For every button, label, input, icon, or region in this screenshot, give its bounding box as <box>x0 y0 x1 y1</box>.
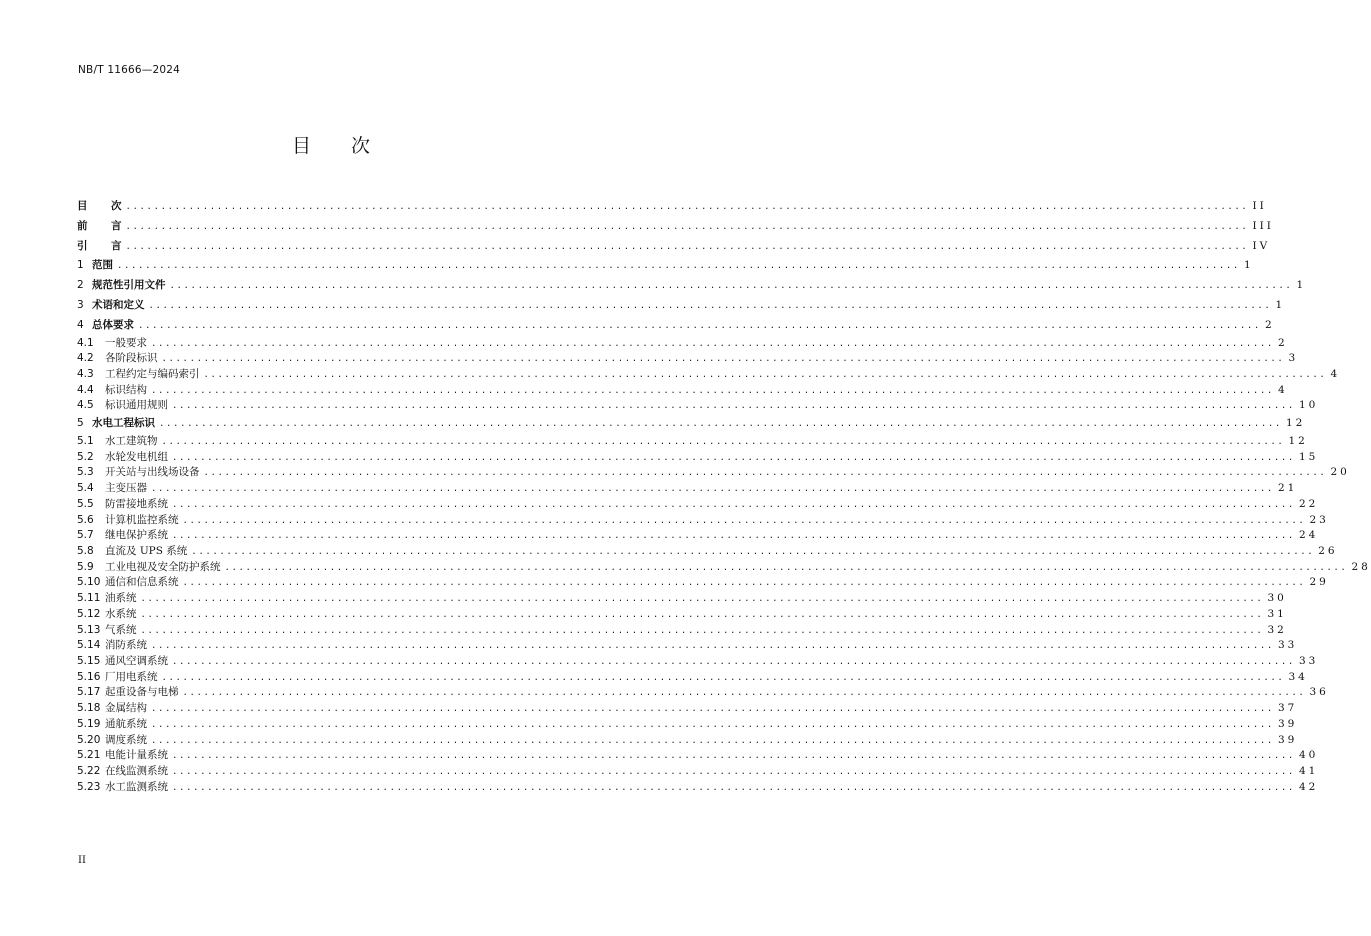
entry-number: 5.23 <box>77 780 101 793</box>
toc-entry-section[interactable] <box>77 367 1341 383</box>
toc-entry-section[interactable] <box>77 685 1329 701</box>
entry-number: 5.10 <box>77 576 101 589</box>
entry-page: 30 <box>1267 592 1287 605</box>
entry-number: 5.6 <box>77 513 94 526</box>
entry-page: 15 <box>1298 450 1319 463</box>
dot-leader: ................................................................................................................................................................ <box>140 609 1264 620</box>
toc-entry-section[interactable] <box>77 623 1287 639</box>
toc-entry-section[interactable] <box>77 434 1308 450</box>
toc-entry-section[interactable] <box>77 351 1299 367</box>
entry-number: 1 <box>77 259 84 272</box>
toc-heading-char-1: 目 <box>291 135 311 157</box>
entry-page: 29 <box>1309 576 1329 589</box>
dot-leader: ................................................................................................................................................................ <box>151 719 1274 730</box>
toc-entry-section[interactable] <box>77 513 1329 529</box>
toc-heading <box>0 131 662 158</box>
entry-title-char-1: 引 <box>77 239 88 252</box>
entry-page: 36 <box>1309 686 1329 699</box>
dot-leader: ................................................................................................................................................................ <box>161 436 1285 447</box>
entry-number: 5.3 <box>77 466 94 479</box>
entry-page: 12 <box>1288 434 1308 447</box>
dot-leader: ................................................................................................................................................................ <box>151 704 1274 715</box>
entry-title: 电能计量系统 <box>105 749 168 762</box>
toc-entry-section[interactable] <box>77 544 1338 560</box>
entry-page: 4 <box>1330 368 1341 381</box>
dot-leader: ................................................................................................................................................................ <box>151 641 1274 652</box>
toc-entry-section[interactable] <box>77 670 1308 686</box>
entry-number: 5.15 <box>77 655 101 668</box>
entry-number: 5.11 <box>77 592 101 605</box>
toc-entry-section[interactable] <box>77 764 1319 780</box>
entry-title-char-2: 言 <box>111 219 122 232</box>
entry-page: 42 <box>1298 780 1319 793</box>
dot-leader: ................................................................................................................................................................ <box>151 385 1274 396</box>
dot-leader: ................................................................................................................................................................ <box>172 531 1295 542</box>
dot-leader: ................................................................................................................................................................ <box>182 515 1306 526</box>
toc-entry-front-1[interactable] <box>77 217 1274 237</box>
toc-entry-chapter-3[interactable] <box>77 296 1286 316</box>
dot-leader: ................................................................................................................................................................ <box>151 484 1274 495</box>
entry-title: 防雷接地系统 <box>105 497 168 510</box>
entry-page: 2 <box>1264 318 1275 331</box>
toc-entry-section[interactable] <box>77 497 1319 513</box>
dot-leader: ................................................................................................................................................................ <box>172 751 1295 762</box>
dot-leader: ................................................................................................................................................................ <box>125 221 1249 232</box>
toc-entry-chapter-1[interactable] <box>77 256 1254 276</box>
entry-title: 术语和定义 <box>92 298 145 311</box>
dot-leader: ................................................................................................................................................................ <box>172 657 1295 668</box>
dot-leader: ................................................................................................................................................................ <box>148 300 1272 311</box>
entry-page: 1 <box>1243 259 1254 272</box>
footer-page-number: II <box>78 855 86 866</box>
entry-title: 水电工程标识 <box>92 417 155 430</box>
toc-section-4-list <box>77 336 1341 415</box>
entry-page: 22 <box>1298 497 1319 510</box>
entry-title <box>77 237 122 257</box>
entry-page: 3 <box>1288 352 1299 365</box>
entry-number: 5.12 <box>77 607 101 620</box>
entry-title: 水工监测系统 <box>105 780 168 793</box>
toc-entry-chapter-2[interactable] <box>77 276 1307 296</box>
entry-title: 计算机监控系统 <box>105 513 179 526</box>
toc-entry-section[interactable] <box>77 591 1287 607</box>
entry-number: 5.1 <box>77 434 94 447</box>
dot-leader: ................................................................................................................................................................ <box>125 202 1249 212</box>
entry-page: III <box>1252 219 1274 232</box>
entry-page: 12 <box>1285 417 1306 430</box>
entry-title-char-1: 目 <box>77 200 88 212</box>
entry-title: 水系统 <box>105 607 137 620</box>
entry-page: 31 <box>1267 607 1287 620</box>
entry-number: 2 <box>77 279 84 292</box>
entry-title: 范围 <box>92 259 113 272</box>
entry-page: 2 <box>1277 336 1288 349</box>
document-code: NB/T 11666—2024 <box>78 64 180 76</box>
toc-entry-chapter-4[interactable] <box>77 316 1275 336</box>
dot-leader: ................................................................................................................................................................ <box>140 625 1264 636</box>
entry-number: 5.13 <box>77 623 101 636</box>
entry-number: 4.3 <box>77 368 94 381</box>
toc-entry-section[interactable] <box>77 383 1288 399</box>
entry-title: 在线监测系统 <box>105 765 168 778</box>
entry-page: 1 <box>1275 298 1286 311</box>
dot-leader: ................................................................................................................................................................ <box>172 767 1295 778</box>
entry-number: 5.19 <box>77 717 101 730</box>
entry-title: 开关站与出线场设备 <box>105 466 200 479</box>
toc-front-matter <box>77 197 1274 256</box>
entry-number: 5.9 <box>77 560 94 573</box>
toc-entry-section[interactable] <box>77 780 1319 796</box>
dot-leader: ................................................................................................................................................................ <box>159 419 1282 430</box>
dot-leader: ................................................................................................................................................................ <box>172 452 1295 463</box>
entry-page: 24 <box>1298 529 1319 542</box>
entry-title: 工业电视及安全防护系统 <box>105 560 221 573</box>
toc-entry-section[interactable] <box>77 560 1371 576</box>
toc-entry-section[interactable] <box>77 733 1298 749</box>
toc-entry-section[interactable] <box>77 607 1287 623</box>
dot-leader: ................................................................................................................................................................ <box>161 354 1285 365</box>
entry-number: 4.1 <box>77 336 94 349</box>
toc-section-5-list <box>77 434 1371 796</box>
entry-title: 主变压器 <box>105 482 147 495</box>
entry-page: 4 <box>1277 383 1288 396</box>
dot-leader: ................................................................................................................................................................ <box>117 261 1240 272</box>
entry-page: 33 <box>1277 639 1298 652</box>
entry-number: 5.21 <box>77 749 101 762</box>
entry-title-char-2: 次 <box>111 200 122 212</box>
toc-heading-char-2: 次 <box>351 135 371 157</box>
entry-page: 10 <box>1298 399 1319 412</box>
entry-title: 工程约定与编码索引 <box>105 368 200 381</box>
entry-title: 消防系统 <box>105 639 147 652</box>
entry-title: 总体要求 <box>92 318 134 331</box>
toc-entry-chapter-5[interactable] <box>77 414 1306 434</box>
entry-title: 通风空调系统 <box>105 655 168 668</box>
entry-title: 各阶段标识 <box>105 352 158 365</box>
entry-title: 水轮发电机组 <box>105 450 168 463</box>
entry-title-char-2: 言 <box>111 239 122 252</box>
entry-number: 5.2 <box>77 450 94 463</box>
entry-number: 5.5 <box>77 497 94 510</box>
entry-title: 通信和信息系统 <box>105 576 179 589</box>
entry-page: 34 <box>1288 670 1308 683</box>
entry-page: 20 <box>1330 466 1350 479</box>
entry-number: 5.22 <box>77 765 101 778</box>
toc-entry-section[interactable] <box>77 398 1319 414</box>
dot-leader: ................................................................................................................................................................ <box>169 281 1293 292</box>
entry-title: 气系统 <box>105 623 137 636</box>
entry-page: IV <box>1252 239 1271 252</box>
table-of-contents <box>77 197 1371 796</box>
dot-leader: ................................................................................................................................................................ <box>182 578 1306 589</box>
entry-number: 4.2 <box>77 352 94 365</box>
entry-page: 28 <box>1351 560 1371 573</box>
toc-entry-front-0[interactable] <box>77 197 1267 217</box>
entry-title: 起重设备与电梯 <box>105 686 179 699</box>
toc-entry-section[interactable] <box>77 748 1319 764</box>
entry-title: 标识结构 <box>105 383 147 396</box>
toc-entry-section[interactable] <box>77 465 1350 481</box>
entry-title <box>77 197 122 217</box>
entry-title: 标识通用规则 <box>105 399 168 412</box>
entry-number: 5.7 <box>77 529 94 542</box>
entry-number: 5.17 <box>77 686 101 699</box>
entry-page: 26 <box>1318 545 1338 557</box>
entry-page: 32 <box>1267 623 1287 636</box>
entry-title: 一般要求 <box>105 336 147 349</box>
entry-title-char-1: 前 <box>77 219 88 232</box>
entry-title: 通航系统 <box>105 717 147 730</box>
entry-title: 调度系统 <box>105 733 147 746</box>
entry-number: 5.16 <box>77 670 101 683</box>
dot-leader: ................................................................................................................................................................ <box>125 241 1249 252</box>
entry-page: 39 <box>1277 717 1298 730</box>
entry-number: 4.5 <box>77 399 94 412</box>
toc-entry-section[interactable] <box>77 638 1298 654</box>
toc-entry-section[interactable] <box>77 575 1329 591</box>
dot-leader: ................................................................................................................................................................ <box>161 672 1285 683</box>
dot-leader: ................................................................................................................................................................ <box>140 594 1264 605</box>
toc-entry-section[interactable] <box>77 528 1319 544</box>
entry-title: 金属结构 <box>105 702 147 715</box>
toc-entry-section[interactable] <box>77 701 1298 717</box>
entry-title: 厂用电系统 <box>105 670 158 683</box>
entry-title <box>77 217 122 237</box>
dot-leader: ................................................................................................................................................................ <box>203 468 1327 479</box>
dot-leader: ................................................................................................................................................................ <box>138 320 1261 331</box>
dot-leader: ................................................................................................................................................................ <box>151 338 1274 349</box>
entry-title: 直流及 UPS 系统 <box>105 545 188 557</box>
entry-page: 21 <box>1277 482 1298 495</box>
entry-number: 5.8 <box>77 545 94 557</box>
toc-entry-section[interactable] <box>77 336 1288 352</box>
entry-number: 5.20 <box>77 733 101 746</box>
entry-number: 5.18 <box>77 702 101 715</box>
toc-entry-section[interactable] <box>77 717 1298 733</box>
entry-number: 5 <box>77 417 84 430</box>
entry-page: 23 <box>1309 513 1329 526</box>
entry-number: 4 <box>77 318 84 331</box>
toc-entry-section[interactable] <box>77 654 1319 670</box>
entry-page: 37 <box>1277 702 1298 715</box>
entry-page: II <box>1252 200 1267 212</box>
entry-title: 继电保护系统 <box>105 529 168 542</box>
entry-number: 3 <box>77 298 84 311</box>
dot-leader: ................................................................................................................................................................ <box>172 782 1295 793</box>
toc-entry-front-2[interactable] <box>77 237 1271 257</box>
entry-page: 1 <box>1296 279 1307 292</box>
entry-page: 39 <box>1277 733 1298 746</box>
entry-number: 5.14 <box>77 639 101 652</box>
entry-page: 41 <box>1298 765 1319 778</box>
entry-title: 规范性引用文件 <box>92 279 166 292</box>
dot-leader: ................................................................................................................................................................ <box>172 499 1295 510</box>
entry-number: 5.4 <box>77 482 94 495</box>
dot-leader: ................................................................................................................................................................ <box>182 688 1306 699</box>
dot-leader: ................................................................................................................................................................ <box>203 370 1327 381</box>
toc-entry-section[interactable] <box>77 450 1319 466</box>
entry-page: 33 <box>1298 655 1319 668</box>
entry-page: 40 <box>1298 749 1319 762</box>
dot-leader: ................................................................................................................................................................ <box>172 401 1295 412</box>
dot-leader: ................................................................................................................................................................ <box>191 547 1315 557</box>
toc-entry-section[interactable] <box>77 481 1298 497</box>
entry-title: 油系统 <box>105 592 137 605</box>
entry-title: 水工建筑物 <box>105 434 158 447</box>
dot-leader: ................................................................................................................................................................ <box>151 735 1274 746</box>
entry-number: 4.4 <box>77 383 94 396</box>
dot-leader: ................................................................................................................................................................ <box>224 562 1348 573</box>
